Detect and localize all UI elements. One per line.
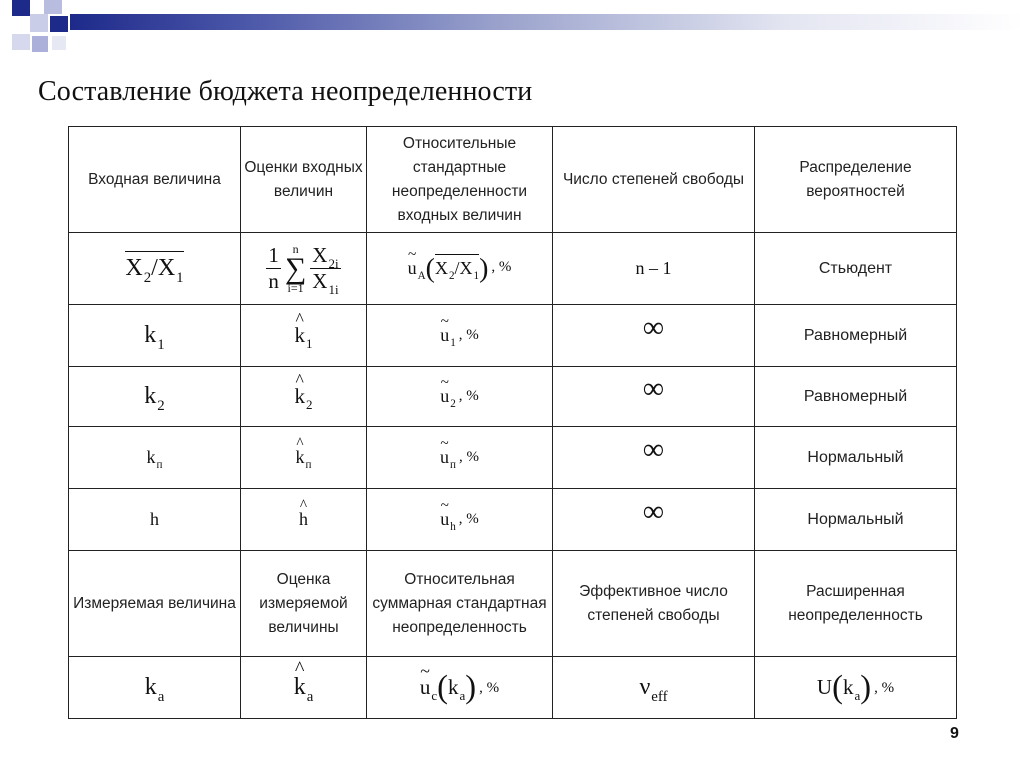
table-row (69, 305, 957, 367)
deco-square-4 (50, 16, 68, 32)
header-expanded-uncertainty: Расширенная неопределенность (755, 551, 957, 657)
cell-result-quantity: $k_a$ (69, 657, 241, 719)
table-row-ratio (69, 233, 957, 305)
uncertainty-budget-table (68, 126, 957, 719)
u-a-expression: ~ $u_A(X_2/X_1)$ , % (408, 258, 512, 278)
mean-formula (266, 242, 340, 297)
cell-result-estimate: ^ $k_a$ (241, 657, 367, 719)
cell-estimate: ^ $k_п$ (241, 427, 367, 489)
deco-square-1 (12, 0, 30, 16)
cell-uncertainty: ~ $u_п$, % (367, 427, 553, 489)
deco-gradient-bar (70, 14, 1024, 30)
header-relative-uncertainties: Относительные стандартные неопределенности входных величин (367, 127, 553, 233)
header-effective-dof: Эффективное число степеней свободы (553, 551, 755, 657)
header-row-output (69, 551, 957, 657)
sum-symbol: n ∑ i=1 (284, 242, 307, 295)
ratio-mean-expression: $X_2/X_1$ (125, 251, 183, 281)
cell-distribution: Равномерный (755, 305, 957, 367)
header-measurand-estimate: Оценка измеряемой величины (241, 551, 367, 657)
cell-quantity: h (69, 489, 241, 551)
ratio-fraction: $\frac{X_{2i}}{X_{1i}}$ (312, 243, 339, 297)
cell-estimate: ^ $k_1$ (241, 305, 367, 367)
header-input-estimates: Оценки входных величин (241, 127, 367, 233)
header-row-input (69, 127, 957, 233)
header-input-quantity: Входная величина (69, 127, 241, 233)
deco-square-6 (32, 36, 48, 52)
cell-ratio-estimate (241, 233, 367, 305)
table-row-result (69, 657, 957, 719)
table-row (69, 367, 957, 427)
deco-square-7 (52, 36, 66, 50)
deco-square-3 (30, 14, 48, 32)
cell-estimate: ^ $k_2$ (241, 367, 367, 427)
cell-quantity: $k_2$ (69, 367, 241, 427)
cell-ratio-uncertainty (367, 233, 553, 305)
cell-distribution: Нормальный (755, 489, 957, 551)
header-combined-uncertainty: Относительная суммарная стандартная неопределенность (367, 551, 553, 657)
cell-ratio-quantity (69, 233, 241, 305)
cell-result-uncertainty: ~ $u_c(k_a)$ , % (367, 657, 553, 719)
cell-uncertainty: ~ $u_1$, % (367, 305, 553, 367)
table-row (69, 489, 957, 551)
cell-distribution: Равномерный (755, 367, 957, 427)
header-distribution: Распределение вероятностей (755, 127, 957, 233)
page-number: 9 (950, 725, 959, 742)
cell-uncertainty: ~ $u_h$, % (367, 489, 553, 551)
cell-result-expanded: $U(k_a)$ , % (755, 657, 957, 719)
deco-square-2 (44, 0, 62, 14)
header-measurand: Измеряемая величина (69, 551, 241, 657)
one-over-n-fraction: $\frac{1}{n}$ (268, 243, 279, 293)
cell-ratio-dof: n – 1 (553, 233, 755, 305)
cell-estimate: ^ h (241, 489, 367, 551)
deco-square-5 (12, 34, 30, 50)
cell-uncertainty: ~ $u_2$, % (367, 367, 553, 427)
cell-quantity: $k_п$ (69, 427, 241, 489)
cell-dof: ∞ (553, 305, 755, 367)
header-degrees-of-freedom: Число степеней свободы (553, 127, 755, 233)
slide-title: Составление бюджета неопределенности (38, 76, 533, 107)
table-row (69, 427, 957, 489)
cell-dof: ∞ (553, 367, 755, 427)
cell-result-dof: $\nu_{eff}$ (553, 657, 755, 719)
cell-ratio-distribution: Стьюдент (755, 233, 957, 305)
cell-distribution: Нормальный (755, 427, 957, 489)
cell-dof: ∞ (553, 489, 755, 551)
cell-dof: ∞ (553, 427, 755, 489)
cell-quantity: $k_1$ (69, 305, 241, 367)
